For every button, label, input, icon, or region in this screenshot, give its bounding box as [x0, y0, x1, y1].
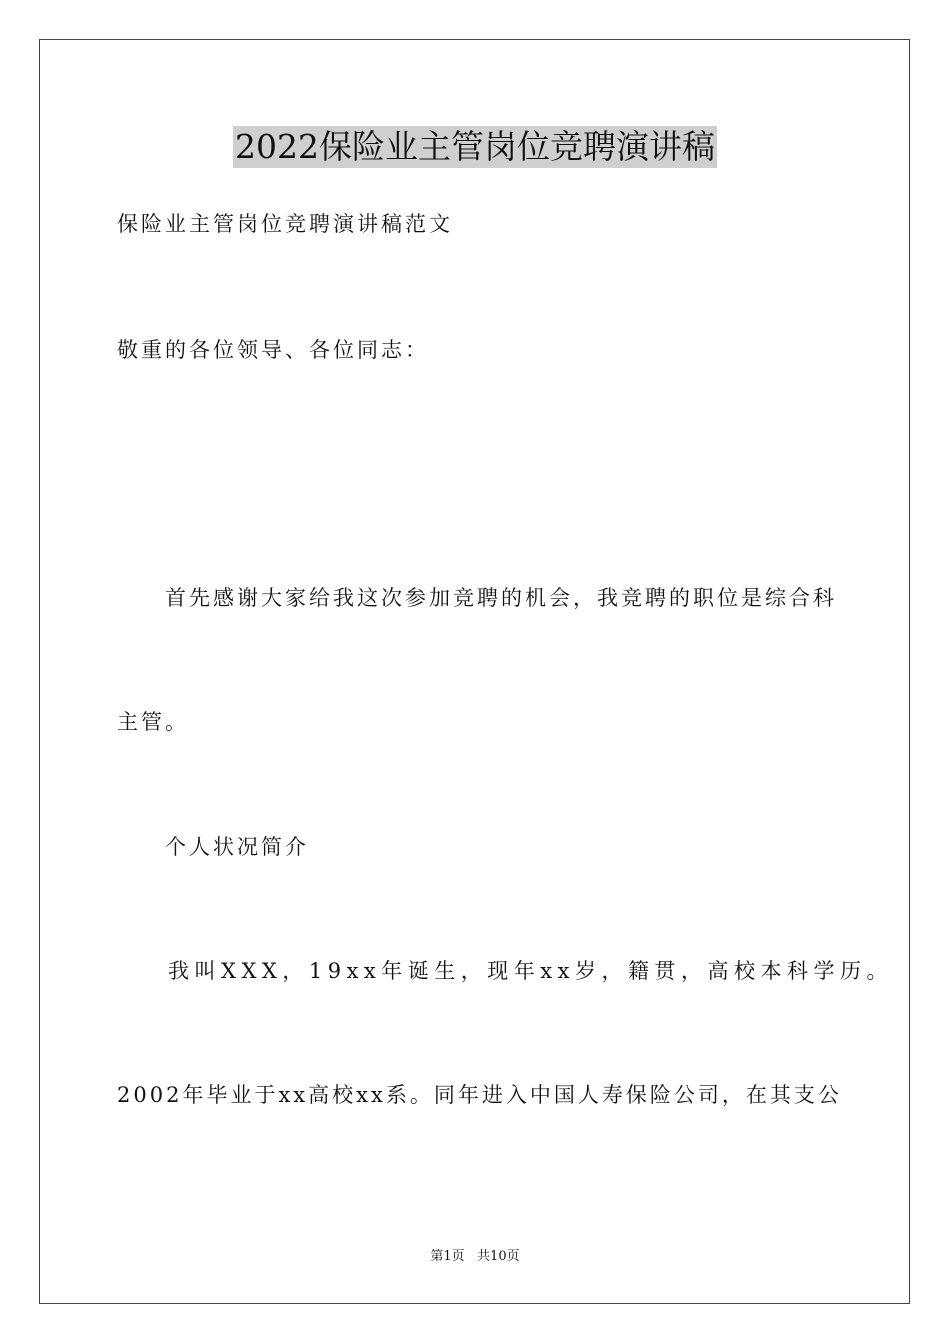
salutation-line: 敬重的各位领导、各位同志：: [117, 338, 429, 362]
document-title: 2022保险业主管岗位竞聘演讲稿: [235, 127, 715, 166]
title-container: [0, 126, 950, 168]
paragraph-line: 2002年毕业于xx高校xx系。同年进入中国人寿保险公司，在其支公: [117, 1083, 842, 1107]
paragraph-line: 主管。: [117, 710, 189, 734]
paragraph-line: 首先感谢大家给我这次参加竞聘的机会，我竞聘的职位是综合科: [165, 586, 837, 610]
page-footer: 第1页 共10页: [430, 1249, 520, 1264]
subtitle-line: 保险业主管岗位竞聘演讲稿范文: [117, 212, 453, 236]
section-heading: 个人状况简介: [165, 835, 309, 859]
paragraph-line: 我叫XXX，19xx年诞生，现年xx岁，籍贯，高校本科学历。: [168, 959, 893, 983]
